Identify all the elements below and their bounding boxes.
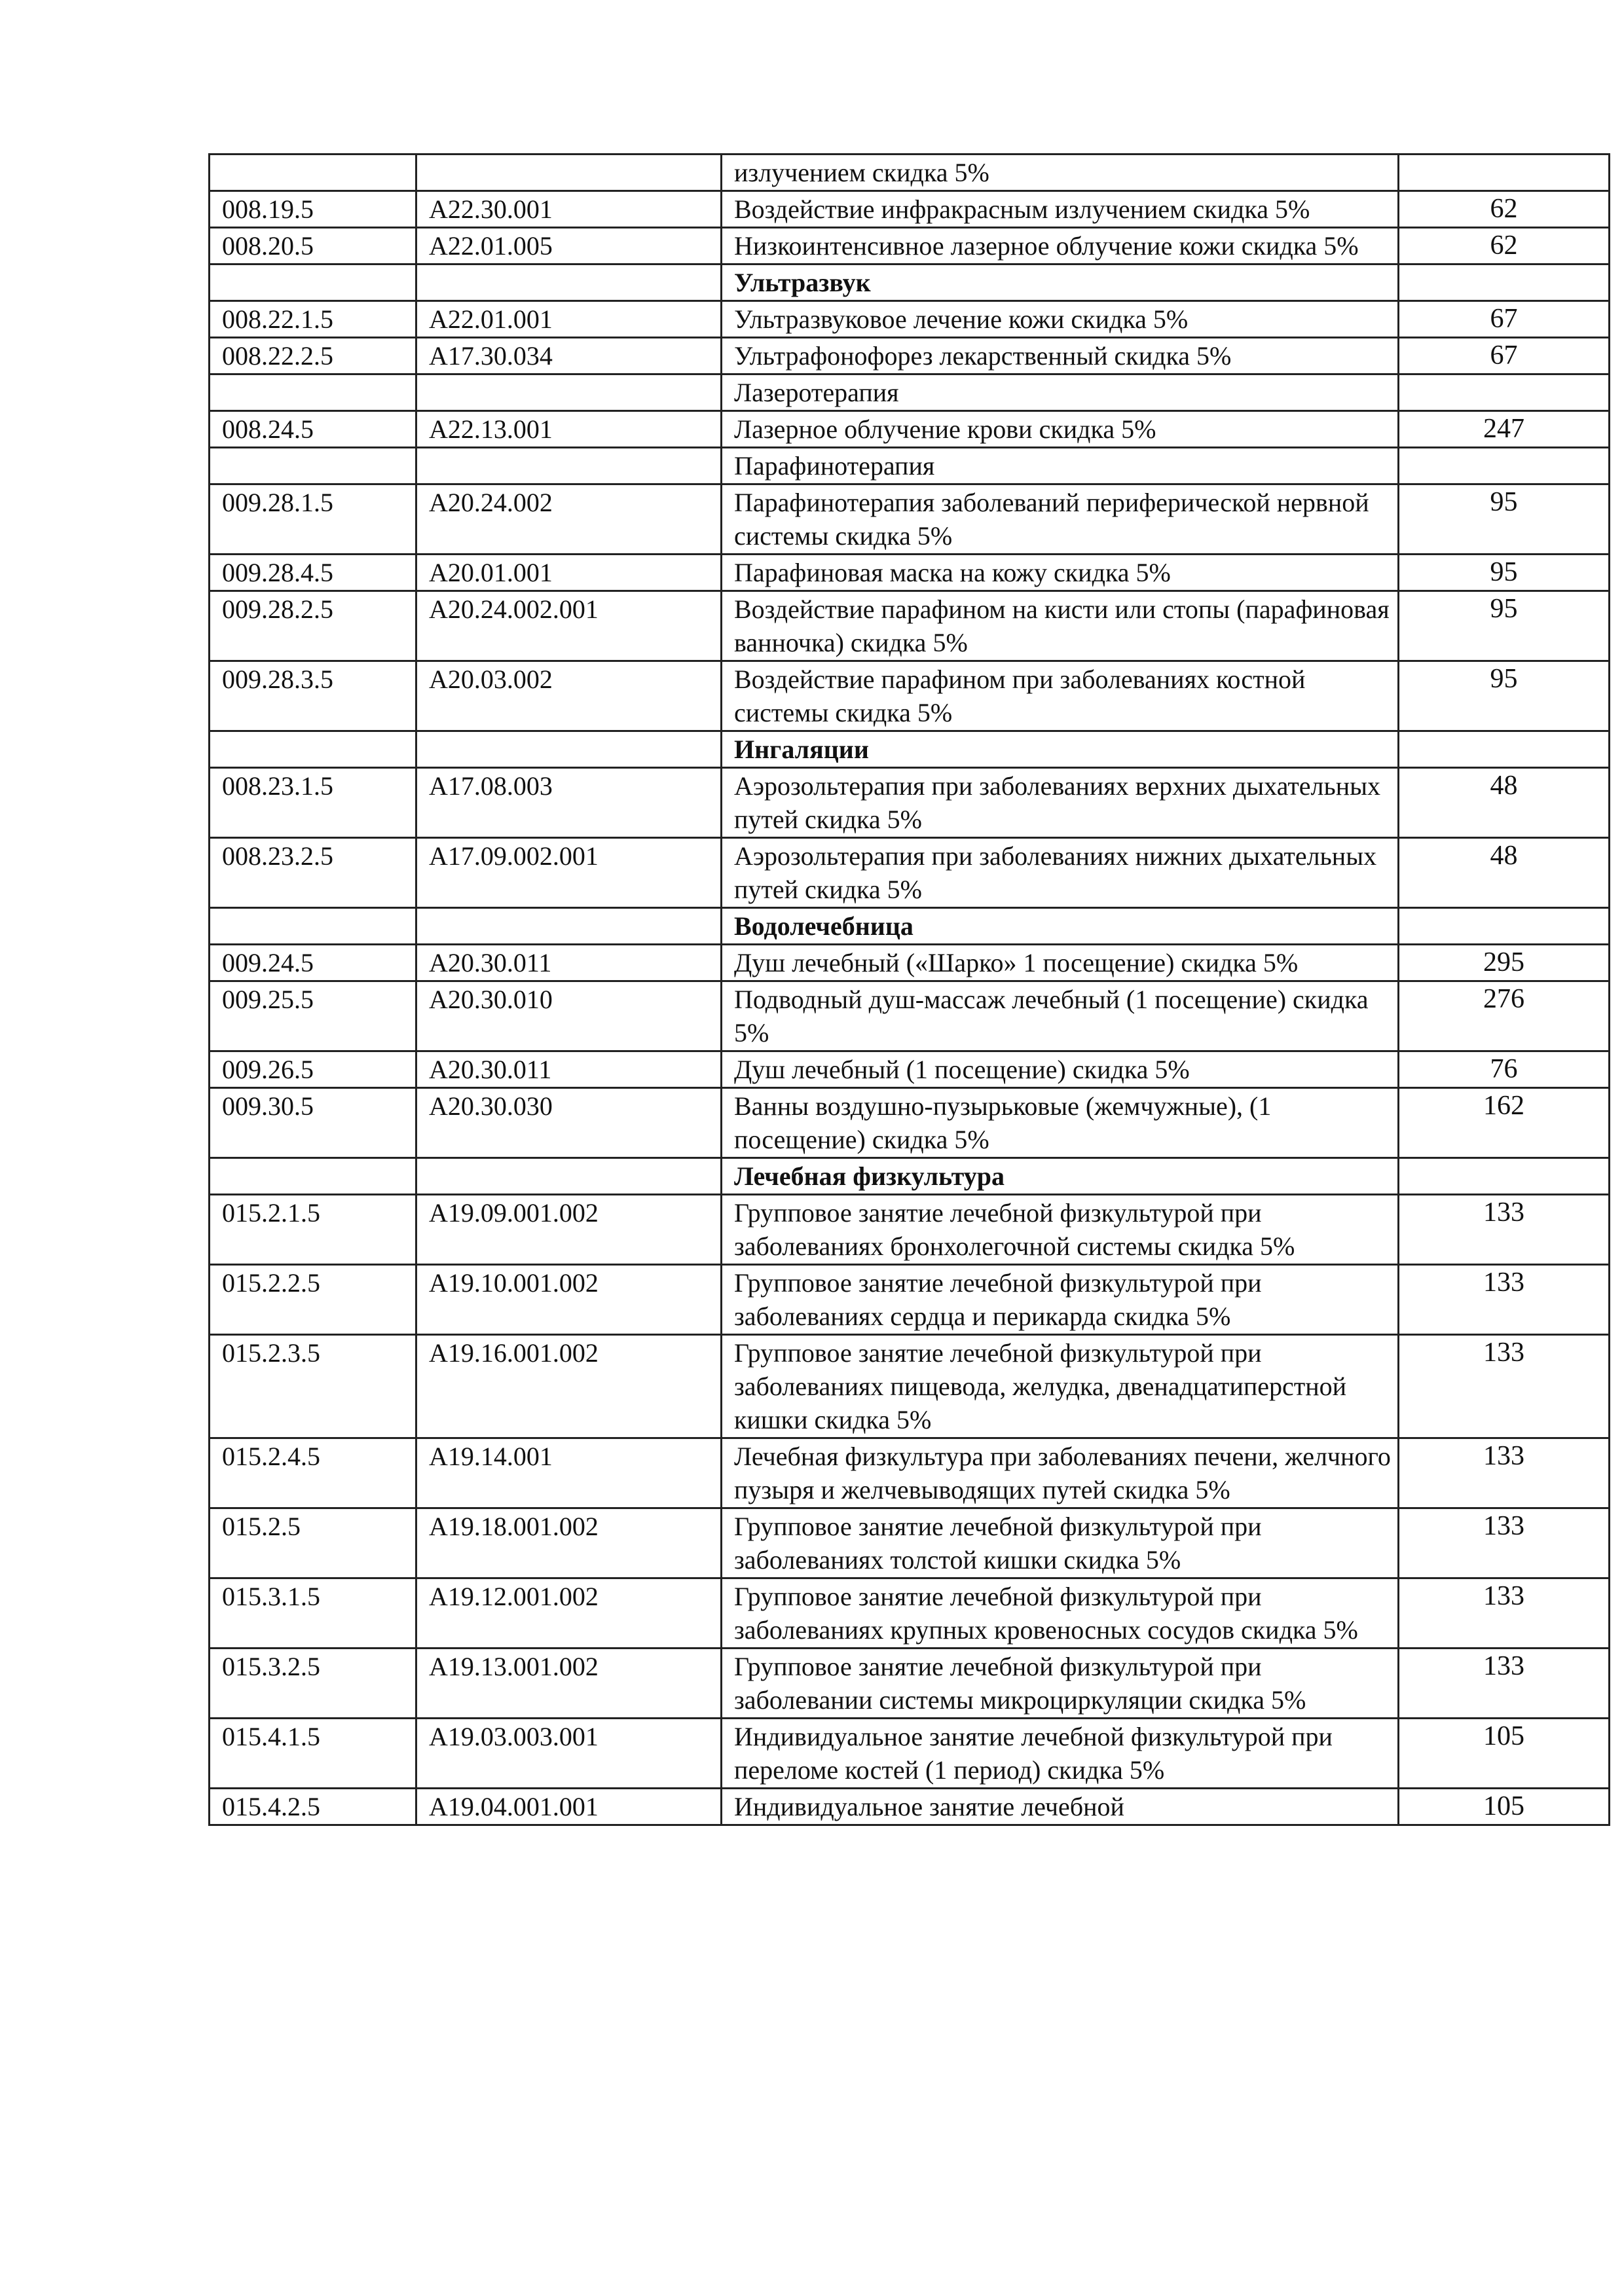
service-name-cell: Воздействие парафином при заболеваниях костной системы скидка 5% [722, 661, 1399, 731]
service-code-cell: 009.28.4.5 [210, 555, 416, 591]
price-cell: 62 [1399, 191, 1610, 228]
service-name-cell: Душ лечебный (1 посещение) скидка 5% [722, 1051, 1399, 1088]
service-code-cell: 015.2.3.5 [210, 1335, 416, 1438]
service-name-cell: Воздействие инфракрасным излучением скидка 5% [722, 191, 1399, 228]
service-code-cell: 009.28.2.5 [210, 591, 416, 661]
service-code-cell: 009.28.1.5 [210, 484, 416, 555]
section-header-row [210, 374, 1610, 411]
nomenclature-code-cell: A20.03.002 [416, 661, 722, 731]
service-code-cell: 008.22.1.5 [210, 301, 416, 338]
nomenclature-code-cell: A20.24.002 [416, 484, 722, 555]
service-code-cell: 015.2.4.5 [210, 1438, 416, 1508]
price-cell: 133 [1399, 1195, 1610, 1265]
table-row [210, 301, 1610, 338]
section-title: Ингаляции [722, 731, 1399, 768]
table-row [210, 1719, 1610, 1789]
price-cell: 133 [1399, 1649, 1610, 1719]
empty-cell [416, 264, 722, 301]
empty-cell [416, 374, 722, 411]
price-cell: 276 [1399, 981, 1610, 1051]
service-code-cell: 008.23.2.5 [210, 838, 416, 908]
nomenclature-code-cell: A22.30.001 [416, 191, 722, 228]
service-name-cell: Парафинотерапия заболеваний периферической нервной системы скидка 5% [722, 484, 1399, 555]
empty-cell [1399, 1158, 1610, 1195]
price-cell: 295 [1399, 945, 1610, 981]
empty-cell [210, 731, 416, 768]
table-row [210, 155, 1610, 191]
empty-cell [210, 448, 416, 484]
price-cell: 247 [1399, 411, 1610, 448]
service-code-cell [210, 155, 416, 191]
table-row [210, 1088, 1610, 1158]
service-name-cell: Групповое занятие лечебной физкультурой при заболевании системы микроциркуляции скидка 5% [722, 1649, 1399, 1719]
service-code-cell: 015.3.2.5 [210, 1649, 416, 1719]
table-row [210, 661, 1610, 731]
section-header-row [210, 448, 1610, 484]
nomenclature-code-cell: A19.18.001.002 [416, 1508, 722, 1578]
nomenclature-code-cell: A19.12.001.002 [416, 1578, 722, 1649]
table-row [210, 338, 1610, 374]
service-name-cell: Парафиновая маска на кожу скидка 5% [722, 555, 1399, 591]
nomenclature-code-cell: A22.01.001 [416, 301, 722, 338]
service-code-cell: 009.25.5 [210, 981, 416, 1051]
service-code-cell: 008.23.1.5 [210, 768, 416, 838]
nomenclature-code-cell: A19.14.001 [416, 1438, 722, 1508]
nomenclature-code-cell: A20.30.010 [416, 981, 722, 1051]
empty-cell [1399, 264, 1610, 301]
price-cell: 95 [1399, 661, 1610, 731]
nomenclature-code-cell: A19.16.001.002 [416, 1335, 722, 1438]
price-table-body [210, 155, 1610, 1825]
service-code-cell: 015.2.5 [210, 1508, 416, 1578]
price-cell: 95 [1399, 555, 1610, 591]
nomenclature-code-cell: A20.01.001 [416, 555, 722, 591]
table-row [210, 1195, 1610, 1265]
price-cell: 67 [1399, 301, 1610, 338]
table-row [210, 768, 1610, 838]
price-cell: 95 [1399, 484, 1610, 555]
table-row [210, 1438, 1610, 1508]
service-code-cell: 015.4.1.5 [210, 1719, 416, 1789]
table-row [210, 1265, 1610, 1335]
table-row [210, 838, 1610, 908]
service-name-cell: Низкоинтенсивное лазерное облучение кожи скидка 5% [722, 228, 1399, 264]
table-row [210, 1578, 1610, 1649]
service-code-cell: 008.20.5 [210, 228, 416, 264]
section-header-row [210, 1158, 1610, 1195]
section-title: Лазеротерапия [722, 374, 1399, 411]
section-title: Парафинотерапия [722, 448, 1399, 484]
table-row [210, 981, 1610, 1051]
price-cell: 133 [1399, 1438, 1610, 1508]
table-row [210, 555, 1610, 591]
price-cell: 162 [1399, 1088, 1610, 1158]
section-title: Лечебная физкультура [722, 1158, 1399, 1195]
empty-cell [1399, 448, 1610, 484]
service-name-cell: Индивидуальное занятие лечебной [722, 1789, 1399, 1825]
empty-cell [1399, 908, 1610, 945]
service-code-cell: 009.30.5 [210, 1088, 416, 1158]
nomenclature-code-cell: A17.09.002.001 [416, 838, 722, 908]
section-header-row [210, 264, 1610, 301]
service-code-cell: 008.24.5 [210, 411, 416, 448]
nomenclature-code-cell: A20.30.011 [416, 945, 722, 981]
section-header-row [210, 731, 1610, 768]
service-name-cell: Групповое занятие лечебной физкультурой при заболеваниях пищевода, желудка, двенадцатиперстной кишки скидка 5% [722, 1335, 1399, 1438]
service-name-cell: Аэрозольтерапия при заболеваниях верхних дыхательных путей скидка 5% [722, 768, 1399, 838]
nomenclature-code-cell: A19.10.001.002 [416, 1265, 722, 1335]
price-cell: 48 [1399, 838, 1610, 908]
empty-cell [416, 731, 722, 768]
price-cell: 133 [1399, 1265, 1610, 1335]
service-code-cell: 015.2.1.5 [210, 1195, 416, 1265]
empty-cell [210, 374, 416, 411]
section-header-row [210, 908, 1610, 945]
service-code-cell: 008.19.5 [210, 191, 416, 228]
table-row [210, 228, 1610, 264]
empty-cell [210, 264, 416, 301]
service-name-cell: Лечебная физкультура при заболеваниях печени, желчного пузыря и желчевыводящих путей скидка 5% [722, 1438, 1399, 1508]
price-cell: 76 [1399, 1051, 1610, 1088]
service-code-cell: 008.22.2.5 [210, 338, 416, 374]
service-code-cell: 015.4.2.5 [210, 1789, 416, 1825]
price-cell: 105 [1399, 1719, 1610, 1789]
table-row [210, 945, 1610, 981]
nomenclature-code-cell: A22.01.005 [416, 228, 722, 264]
table-row [210, 484, 1610, 555]
table-row [210, 1789, 1610, 1825]
price-cell: 62 [1399, 228, 1610, 264]
empty-cell [1399, 374, 1610, 411]
table-row [210, 191, 1610, 228]
nomenclature-code-cell: A19.13.001.002 [416, 1649, 722, 1719]
price-cell: 95 [1399, 591, 1610, 661]
service-name-cell: Ультразвуковое лечение кожи скидка 5% [722, 301, 1399, 338]
service-name-cell: Лазерное облучение крови скидка 5% [722, 411, 1399, 448]
nomenclature-code-cell: A19.09.001.002 [416, 1195, 722, 1265]
empty-cell [416, 448, 722, 484]
service-code-cell: 015.3.1.5 [210, 1578, 416, 1649]
nomenclature-code-cell: A17.08.003 [416, 768, 722, 838]
nomenclature-code-cell: A20.30.030 [416, 1088, 722, 1158]
service-name-cell: Душ лечебный («Шарко» 1 посещение) скидка 5% [722, 945, 1399, 981]
nomenclature-code-cell: A22.13.001 [416, 411, 722, 448]
price-cell [1399, 155, 1610, 191]
table-row [210, 1508, 1610, 1578]
nomenclature-code-cell: A20.30.011 [416, 1051, 722, 1088]
table-row [210, 1649, 1610, 1719]
price-cell: 48 [1399, 768, 1610, 838]
price-cell: 133 [1399, 1335, 1610, 1438]
service-name-cell: Аэрозольтерапия при заболеваниях нижних дыхательных путей скидка 5% [722, 838, 1399, 908]
service-name-cell: Групповое занятие лечебной физкультурой при заболеваниях крупных кровеносных сосудов скидка 5% [722, 1578, 1399, 1649]
service-name-cell: Групповое занятие лечебной физкультурой при заболеваниях сердца и перикарда скидка 5% [722, 1265, 1399, 1335]
service-name-cell: Воздействие парафином на кисти или стопы (парафиновая ванночка) скидка 5% [722, 591, 1399, 661]
service-name-cell: Групповое занятие лечебной физкультурой при заболеваниях бронхолегочной системы скидка 5% [722, 1195, 1399, 1265]
service-code-cell: 009.24.5 [210, 945, 416, 981]
service-name-cell: Индивидуальное занятие лечебной физкультурой при переломе костей (1 период) скидка 5% [722, 1719, 1399, 1789]
table-row [210, 591, 1610, 661]
service-name-cell: Групповое занятие лечебной физкультурой при заболеваниях толстой кишки скидка 5% [722, 1508, 1399, 1578]
service-code-cell: 009.28.3.5 [210, 661, 416, 731]
nomenclature-code-cell: A19.03.003.001 [416, 1719, 722, 1789]
empty-cell [416, 1158, 722, 1195]
service-name-cell: излучением скидка 5% [722, 155, 1399, 191]
service-code-cell: 009.26.5 [210, 1051, 416, 1088]
nomenclature-code-cell [416, 155, 722, 191]
section-title: Водолечебница [722, 908, 1399, 945]
price-cell: 133 [1399, 1578, 1610, 1649]
service-name-cell: Ультрафонофорез лекарственный скидка 5% [722, 338, 1399, 374]
table-row [210, 1335, 1610, 1438]
service-code-cell: 015.2.2.5 [210, 1265, 416, 1335]
service-name-cell: Ванны воздушно-пузырьковые (жемчужные), (1 посещение) скидка 5% [722, 1088, 1399, 1158]
table-row [210, 411, 1610, 448]
price-cell: 67 [1399, 338, 1610, 374]
empty-cell [1399, 731, 1610, 768]
empty-cell [210, 908, 416, 945]
price-cell: 133 [1399, 1508, 1610, 1578]
empty-cell [210, 1158, 416, 1195]
section-title: Ультразвук [722, 264, 1399, 301]
table-row [210, 1051, 1610, 1088]
price-cell: 105 [1399, 1789, 1610, 1825]
nomenclature-code-cell: A19.04.001.001 [416, 1789, 722, 1825]
price-table [208, 153, 1610, 1826]
nomenclature-code-cell: A17.30.034 [416, 338, 722, 374]
empty-cell [416, 908, 722, 945]
nomenclature-code-cell: A20.24.002.001 [416, 591, 722, 661]
service-name-cell: Подводный душ-массаж лечебный (1 посещение) скидка 5% [722, 981, 1399, 1051]
